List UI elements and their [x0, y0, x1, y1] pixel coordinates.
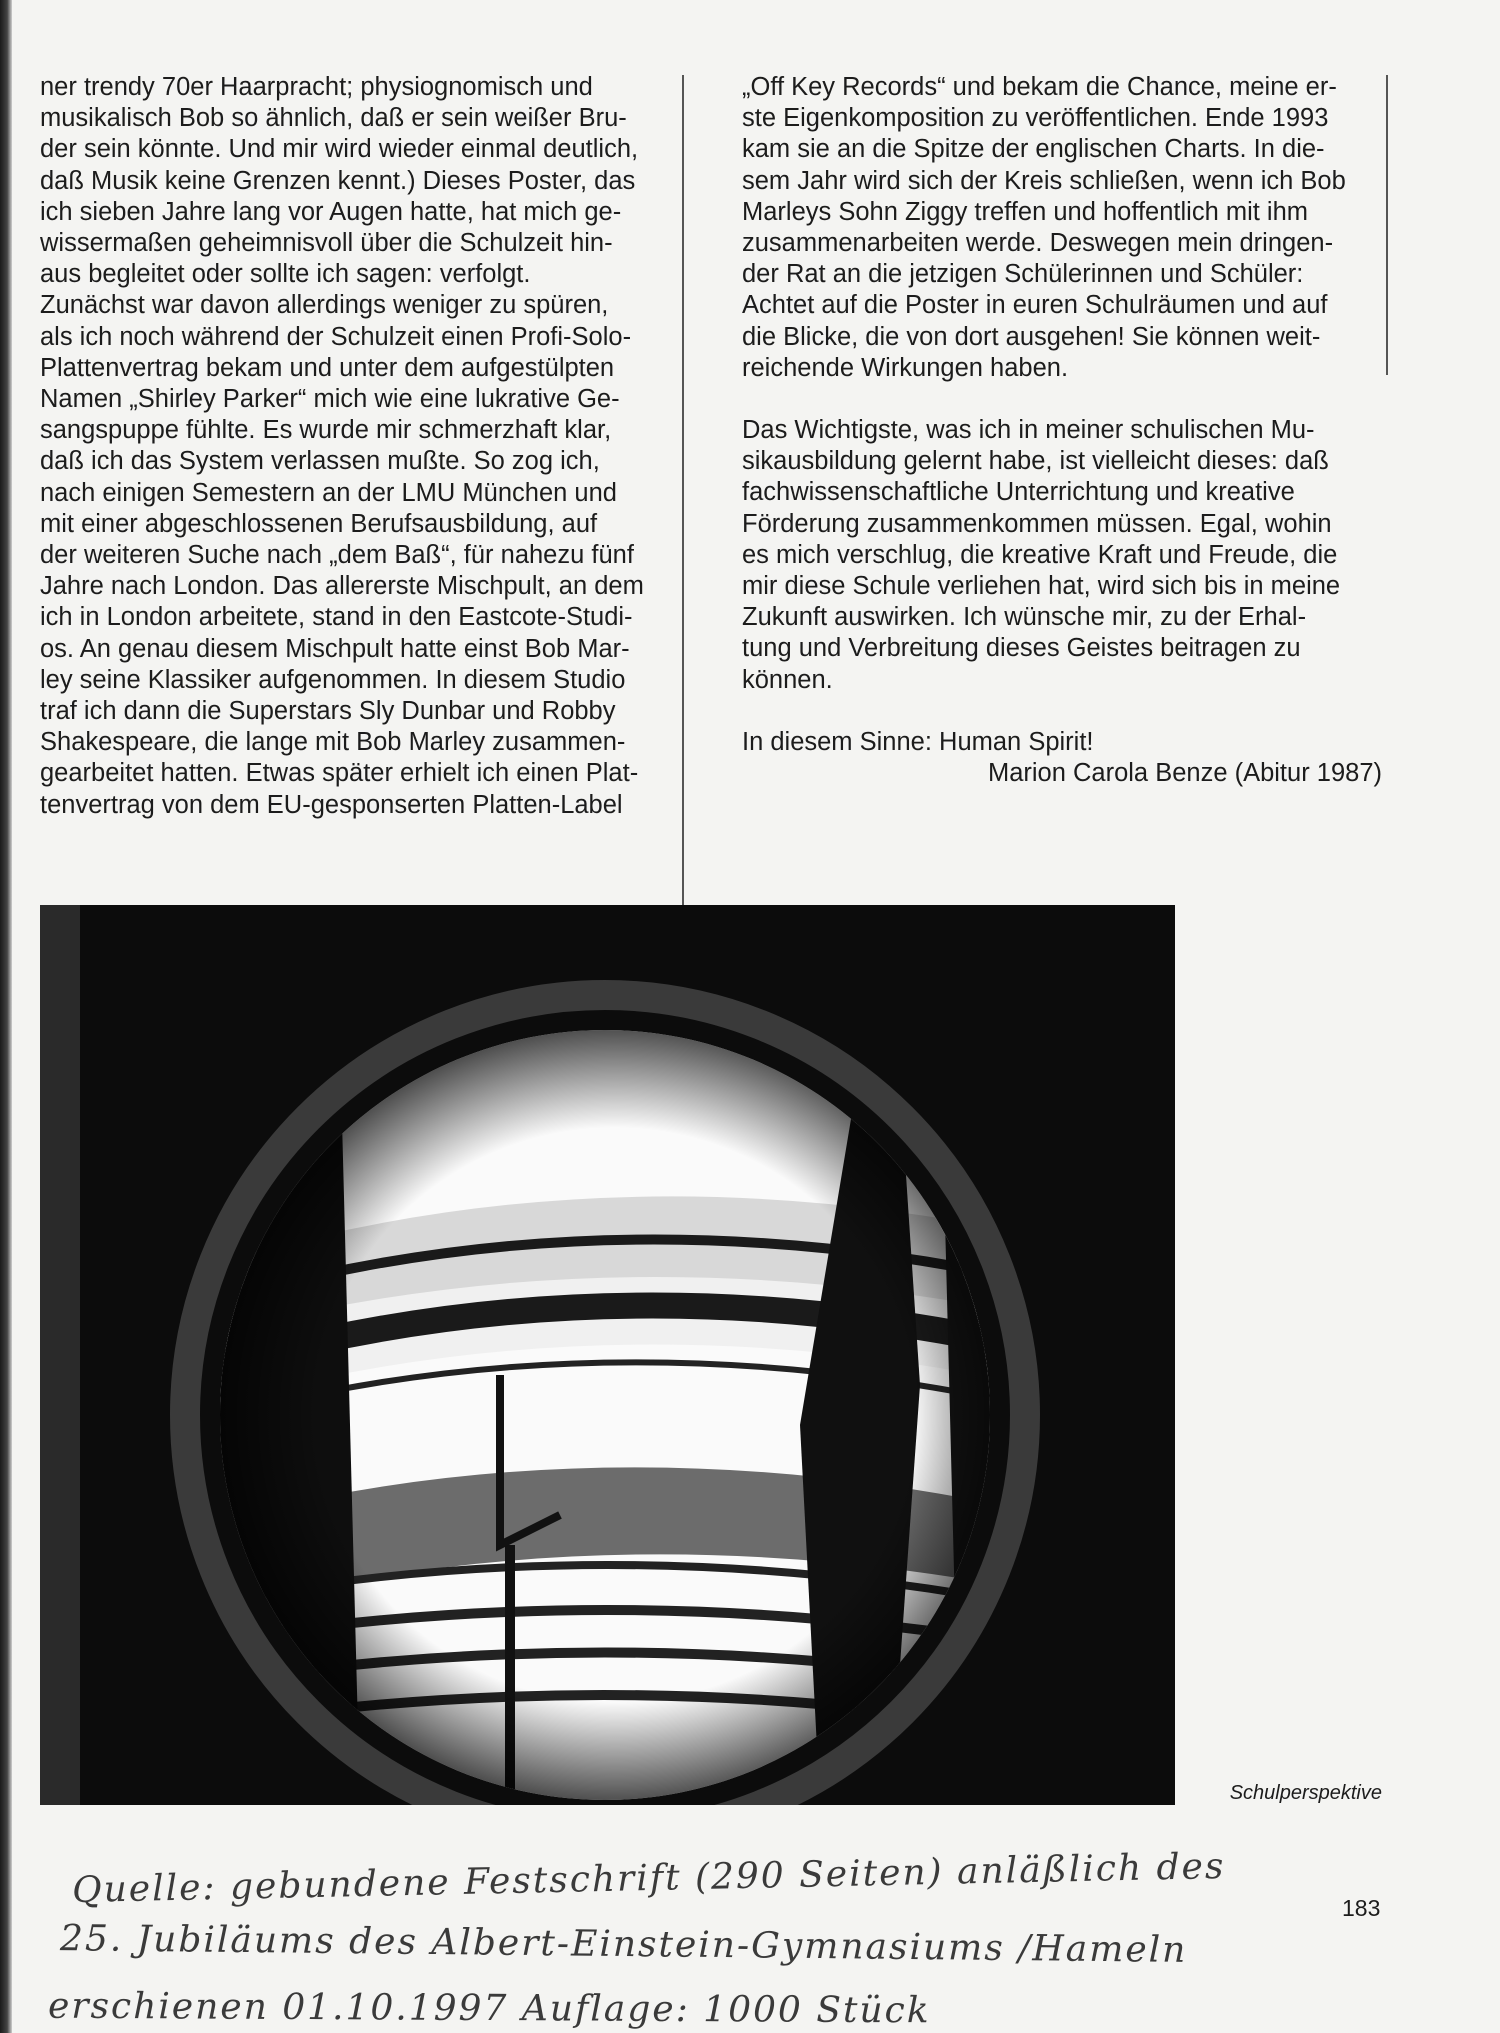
text-line: daß ich das System verlassen mußte. So zog ich,	[40, 447, 600, 476]
text-line: fachwissenschaftliche Unterrichtung und kreative	[742, 478, 1295, 507]
text-line: Marleys Sohn Ziggy treffen und hoffentlich mit ihm	[742, 197, 1309, 226]
text-line: Achtet auf die Poster in euren Schulräumen und auf	[742, 291, 1328, 320]
photo-caption: Schulperspektive	[1229, 1782, 1382, 1804]
text-line: reichende Wirkungen haben.	[742, 353, 1069, 382]
fisheye-school-photo	[40, 905, 1175, 1805]
text-line: können.	[742, 665, 833, 694]
text-line: sikausbildung gelernt habe, ist vielleicht dieses: daß	[742, 447, 1329, 476]
paragraph-musikausbildung	[742, 415, 1382, 696]
page-number: 183	[1342, 1895, 1381, 1921]
text-line: als ich noch während der Schulzeit einen Profi-Solo-	[40, 322, 632, 351]
handwritten-note-line: Quelle: gebundene Festschrift (290 Seiten) anläßlich des	[71, 1845, 1226, 1912]
text-line: traf ich dann die Superstars Sly Dunbar und Robby	[40, 697, 616, 726]
paragraph-off-key-records	[742, 72, 1382, 384]
text-line: nach einigen Semestern an der LMU München und	[40, 478, 617, 507]
text-line: zusammenarbeiten werde. Deswegen mein dringen-	[742, 229, 1334, 258]
text-line: „Off Key Records“ und bekam die Chance, meine er-	[742, 73, 1337, 101]
text-line: ner trendy 70er Haarpracht; physiognomisch und	[40, 73, 593, 101]
author-signature: Marion Carola Benze (Abitur 1987)	[987, 759, 1382, 788]
text-line: sem Jahr wird sich der Kreis schließen, wenn ich Bob	[742, 166, 1346, 195]
text-line: ste Eigenkomposition zu veröffentlichen. Ende 1993	[742, 104, 1329, 133]
text-line: Plattenvertrag bekam und unter dem aufgestülpten	[40, 353, 615, 382]
scan-edge-shadow	[0, 0, 12, 2033]
handwritten-note-line: erschienen 01.10.1997 Auflage: 1000 Stück	[47, 1985, 931, 2032]
right-text-column	[742, 72, 1382, 789]
text-line: ich in London arbeitete, stand in den Eastcote-Studi-	[40, 603, 633, 632]
text-line: aus begleitet oder sollte ich sagen: verfolgt.	[40, 260, 531, 289]
text-line: der sein könnte. Und mir wird wieder einmal deutlich,	[40, 135, 639, 164]
text-line: ich sieben Jahre lang vor Augen hatte, hat mich ge-	[40, 197, 622, 226]
text-line: Das Wichtigste, was ich in meiner schulischen Mu-	[742, 416, 1315, 445]
handwritten-note-line: 25. Jubiläums des Albert-Einstein-Gymnasiums /Hameln	[59, 1918, 1188, 1971]
text-line: Shakespeare, die lange mit Bob Marley zusammen-	[40, 728, 626, 757]
text-line: die Blicke, die von dort ausgehen! Sie können weit-	[742, 322, 1321, 351]
text-line: gearbeitet hatten. Etwas später erhielt ich einen Plat-	[40, 759, 639, 788]
text-line: Jahre nach London. Das allererste Mischpult, an dem	[40, 572, 644, 601]
text-line: mit einer abgeschlossenen Berufsausbildung, auf	[40, 509, 598, 538]
text-line: Zukunft auswirken. Ich wünsche mir, zu der Erhal-	[742, 603, 1307, 632]
text-line: mir diese Schule verliehen hat, wird sich bis in meine	[742, 572, 1341, 601]
text-line: Förderung zusammenkommen müssen. Egal, wohin	[742, 509, 1332, 538]
text-line: Namen „Shirley Parker“ mich wie eine lukrative Ge-	[40, 385, 620, 414]
text-line: wissermaßen geheimnisvoll über die Schulzeit hin-	[40, 229, 613, 258]
text-line: der Rat an die jetzigen Schülerinnen und Schüler:	[742, 260, 1304, 289]
text-line: sangspuppe fühlte. Es wurde mir schmerzhaft klar,	[40, 416, 612, 445]
text-line: der weiteren Suche nach „dem Baß“, für nahezu fünf	[40, 541, 634, 570]
margin-mark-right	[1386, 75, 1388, 375]
text-line: daß Musik keine Grenzen kennt.) Dieses Poster, das	[40, 166, 636, 195]
text-line: ley seine Klassiker aufgenommen. In diesem Studio	[40, 665, 626, 694]
margin-mark-left	[682, 75, 684, 905]
text-line: os. An genau diesem Mischpult hatte einst Bob Mar-	[40, 634, 630, 663]
text-line: tenvertrag von dem EU-gesponserten Platten-Label	[40, 790, 623, 819]
left-text-column	[40, 72, 670, 821]
text-line: kam sie an die Spitze der englischen Charts. In die-	[742, 135, 1325, 164]
text-line: es mich verschlug, die kreative Kraft und Freude, die	[742, 540, 1338, 569]
closing-line: In diesem Sinne: Human Spirit!	[742, 727, 1094, 756]
text-line: musikalisch Bob so ähnlich, daß er sein weißer Bru-	[40, 104, 627, 133]
text-line: Zunächst war davon allerdings weniger zu spüren,	[40, 291, 609, 320]
text-line: tung und Verbreitung dieses Geistes beitragen zu	[742, 634, 1301, 663]
